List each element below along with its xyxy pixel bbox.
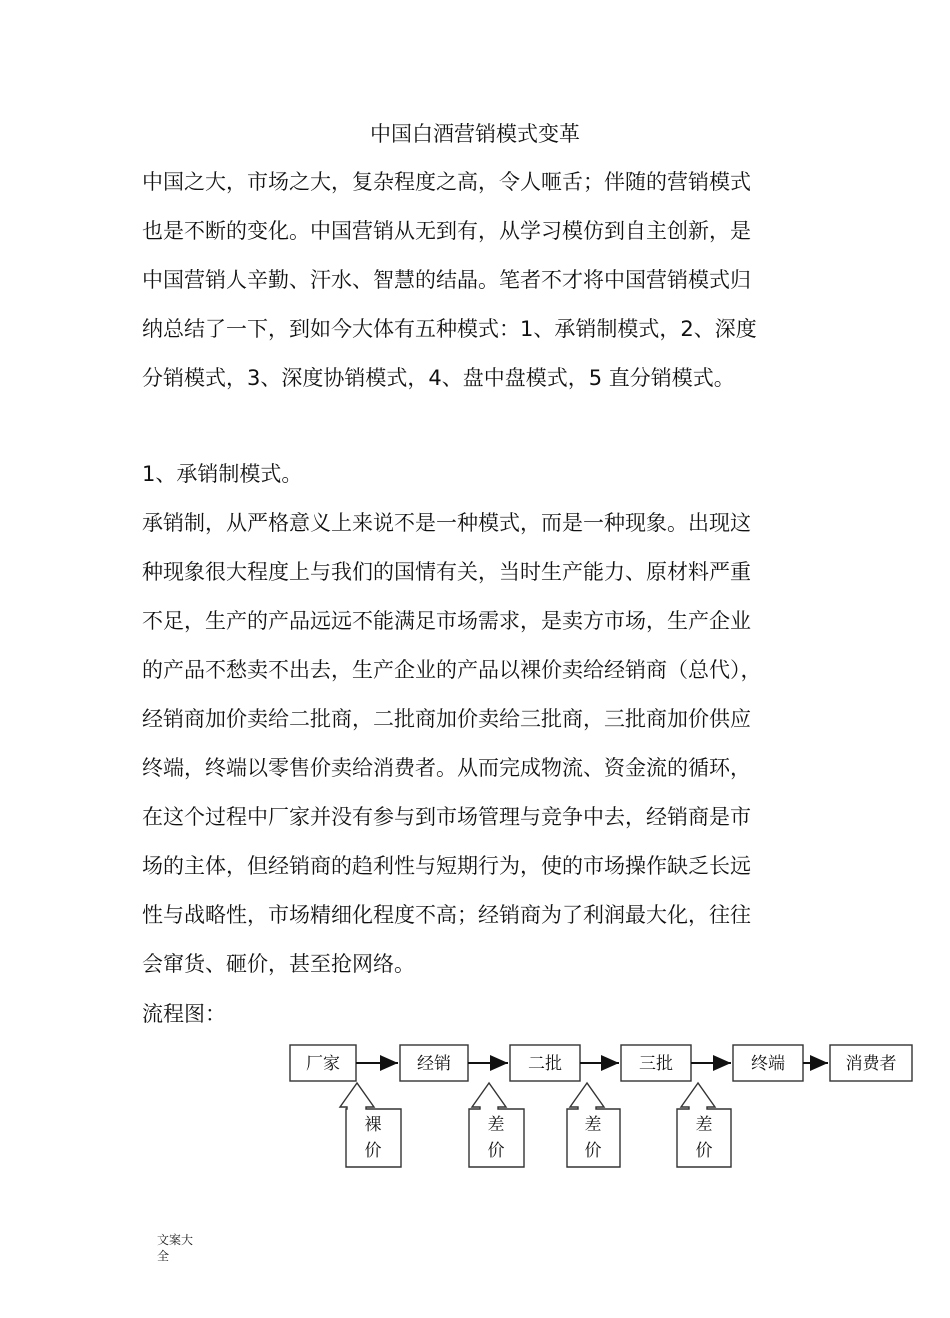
text-line: 种现象很大程度上与我们的国情有关，当时生产能力、原材料严重: [142, 560, 751, 584]
text-line: 的产品不愁卖不出去，生产企业的产品以裸价卖给经销商（总代），: [142, 658, 762, 682]
input-label: 价: [364, 1141, 382, 1161]
node-label: 厂家: [306, 1054, 340, 1074]
text-line: 经销商加价卖给二批商，二批商加价卖给三批商，三批商加价供应: [142, 707, 751, 731]
text-line: 不足，生产的产品远远不能满足市场需求，是卖方市场，生产企业: [142, 609, 751, 633]
node-label: 经销: [417, 1054, 451, 1074]
footer-line: 文案大: [157, 1233, 194, 1247]
flow-node-terminal: [733, 1045, 803, 1081]
node-label: 三批: [639, 1054, 673, 1074]
text-line: 中国之大，市场之大，复杂程度之高，令人咂舌；伴随的营销模式: [142, 170, 751, 194]
footer-watermark: [157, 1232, 201, 1264]
flow-input-price-diff-2: [567, 1083, 620, 1167]
flow-input-price-diff-3: [677, 1083, 731, 1167]
flow-node-third-wholesaler: [621, 1045, 691, 1081]
node-label: 终端: [751, 1054, 785, 1074]
text-line: 终端，终端以零售价卖给消费者。从而完成物流、资金流的循环，: [142, 756, 751, 780]
text-line: 纳总结了一下，到如今大体有五种模式：1、承销制模式，2、深度: [142, 317, 757, 341]
footer-line: 全: [157, 1249, 170, 1263]
flowchart-label: 流程图：: [142, 1002, 226, 1026]
input-label: 价: [695, 1141, 713, 1161]
text-line: 在这个过程中厂家并没有参与到市场管理与竞争中去，经销商是市: [142, 805, 751, 829]
input-label: 价: [487, 1141, 505, 1161]
text-line: 场的主体，但经销商的趋利性与短期行为，使的市场操作缺乏长远: [142, 854, 751, 878]
flow-node-factory: [290, 1045, 356, 1081]
section-heading: 1、承销制模式。: [142, 462, 303, 486]
text-line: 分销模式，3、深度协销模式，4、盘中盘模式，5 直分销模式。: [142, 366, 735, 390]
flow-node-consumer: [830, 1045, 912, 1081]
document-title: 中国白酒营销模式变革: [370, 122, 580, 146]
input-label: 差: [487, 1115, 505, 1135]
flow-node-distributor: [400, 1045, 468, 1081]
input-label: 裸: [364, 1115, 382, 1135]
text-line: 中国营销人辛勤、汗水、智慧的结晶。笔者不才将中国营销模式归: [142, 268, 751, 292]
flow-input-price-diff-1: [469, 1083, 524, 1167]
flow-node-second-wholesaler: [510, 1045, 580, 1081]
input-label: 差: [584, 1115, 602, 1135]
text-line: 性与战略性，市场精细化程度不高；经销商为了利润最大化，往往: [142, 903, 751, 927]
body-paragraph: [142, 499, 842, 989]
input-label: 价: [584, 1141, 602, 1161]
text-line: 承销制，从严格意义上来说不是一种模式，而是一种现象。出现这: [142, 511, 751, 535]
node-label: 消费者: [845, 1054, 897, 1074]
flowchart: [280, 1035, 920, 1175]
input-label: 差: [695, 1115, 713, 1135]
flow-input-bare-price: [340, 1083, 401, 1167]
intro-paragraph: [142, 158, 842, 403]
node-label: 二批: [528, 1054, 562, 1074]
text-line: 会窜货、砸价，甚至抢网络。: [142, 952, 415, 976]
text-line: 也是不断的变化。中国营销从无到有，从学习模仿到自主创新，是: [142, 219, 751, 243]
